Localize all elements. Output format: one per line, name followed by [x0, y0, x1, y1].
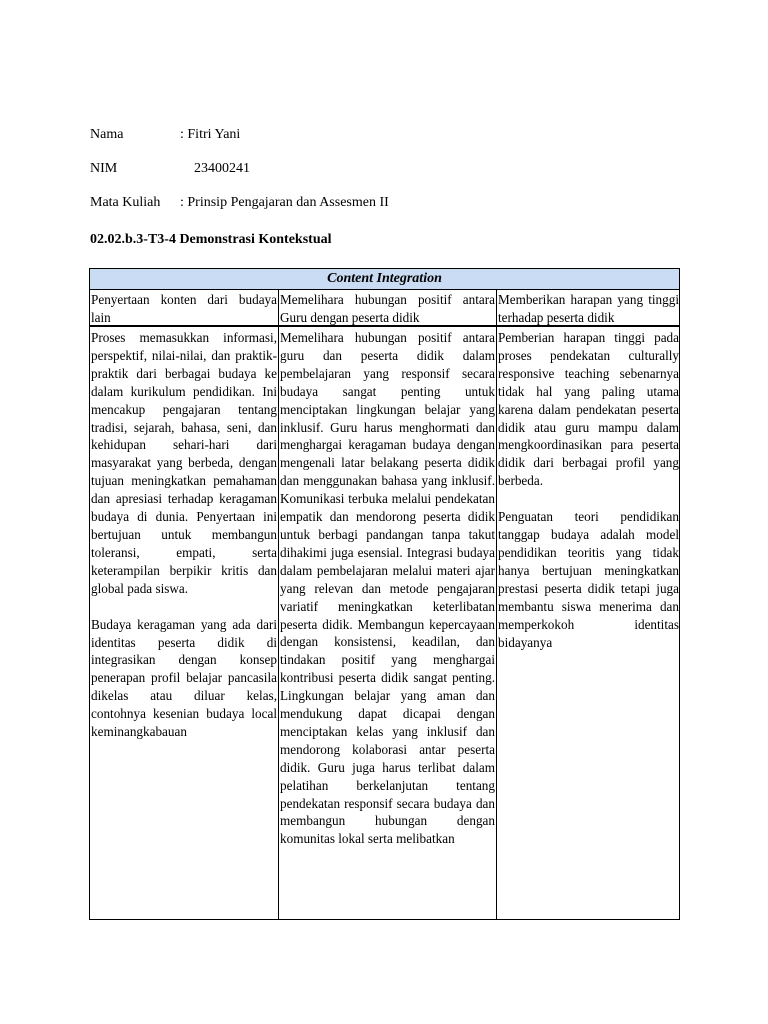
- nama-value: : Fitri Yani: [180, 127, 241, 142]
- nim-label: NIM: [90, 161, 118, 176]
- table-body-cell: [497, 329, 680, 919]
- paragraph: Memelihara hubungan positif antara guru dan peserta didik dalam pembelajaran yang responsif secara budaya sangat penting untuk menciptakan lingkungan belajar yang inklusif. Guru harus menghormati dan menghargai keragaman budaya dengan mengenali latar belakang peserta didik dan menggunakan bahasa yang inklusif. Komunikasi terbuka melalui pendekatan empatik dan mendorong peserta didik untuk berbagi pandangan tanpa takut dihakimi juga esensial. Integrasi budaya dalam pembelajaran melalui materi ajar yang relevan dan metode pengajaran variatif meningkatkan keterlibatan peserta didik. Membangun kepercayaan dengan konsistensi, keadilan, dan tindakan positif yang menghargai kontribusi peserta didik sangat penting. Lingkungan belajar yang aman dan mendukung dapat dicapai dengan menciptakan kelas yang inklusif dan mendorong kolaborasi antar peserta didik. Guru juga harus terlibat dalam pelatihan berkelanjutan tentang pendekatan responsif secara budaya dan membangun hubungan dengan komunitas lokal serta melibatkan: [280, 330, 495, 847]
- table-title: Content Integration: [90, 269, 679, 290]
- paragraph: Penguatan teori pendidikan tanggap budaya adalah model pendidikan teoritis yang tidak hanya bertujuan meningkatkan prestasi peserta didik tetapi juga membantu siswa menerima dan memperkokoh identitas bidayanya: [498, 509, 679, 650]
- table-body-cell: [90, 329, 278, 919]
- paragraph: Pemberian harapan tinggi pada proses pendekatan culturally responsive teaching sebenarnya tidak hal yang paling utama karena dalam pendekatan peserta didik atau guru mampu dalam mengkoordinasikan para peserta didik dari berbagai profil yang berbeda.: [498, 330, 679, 489]
- paragraph: Budaya keragaman yang ada dari identitas peserta didik di integrasikan dengan konsep penerapan profil belajar pancasila dikelas atau diluar kelas, contohnya kesenian budaya local keminangkabauan: [91, 616, 277, 740]
- header-row-divider: [90, 325, 679, 327]
- table-header-cell: Memberikan harapan yang tinggi terhadap peserta didik: [498, 292, 679, 325]
- nim-value: 23400241: [194, 161, 250, 176]
- assignment-heading: 02.02.b.3-T3-4 Demonstrasi Kontekstual: [90, 232, 332, 247]
- nama-label: Nama: [90, 127, 124, 142]
- mata-kuliah-value: : Prinsip Pengajaran dan Assesmen II: [180, 195, 389, 210]
- table-body-cell: [279, 329, 496, 919]
- content-integration-table: [89, 268, 680, 920]
- table-header-cell: Penyertaan konten dari budaya lain: [91, 292, 277, 325]
- mata-kuliah-label: Mata Kuliah: [90, 195, 161, 210]
- paragraph: Proses memasukkan informasi, perspektif, nilai-nilai, dan praktik-praktik dari berbagai budaya ke dalam kurikulum pendidikan. Ini mencakup pengajaran tentang tradisi, sejarah, bahasa, seni, dan kehidupan sehari-hari dari masyarakat yang berbeda, dengan tujuan meningkatkan pemahaman dan apresiasi terhadap keragaman budaya di dunia. Penyertaan ini bertujuan untuk membangun toleransi, empati, serta keterampilan berpikir kritis dan global pada siswa.: [91, 330, 277, 596]
- table-header-cell: Memelihara hubungan positif antara Guru dengan peserta didik: [280, 292, 495, 325]
